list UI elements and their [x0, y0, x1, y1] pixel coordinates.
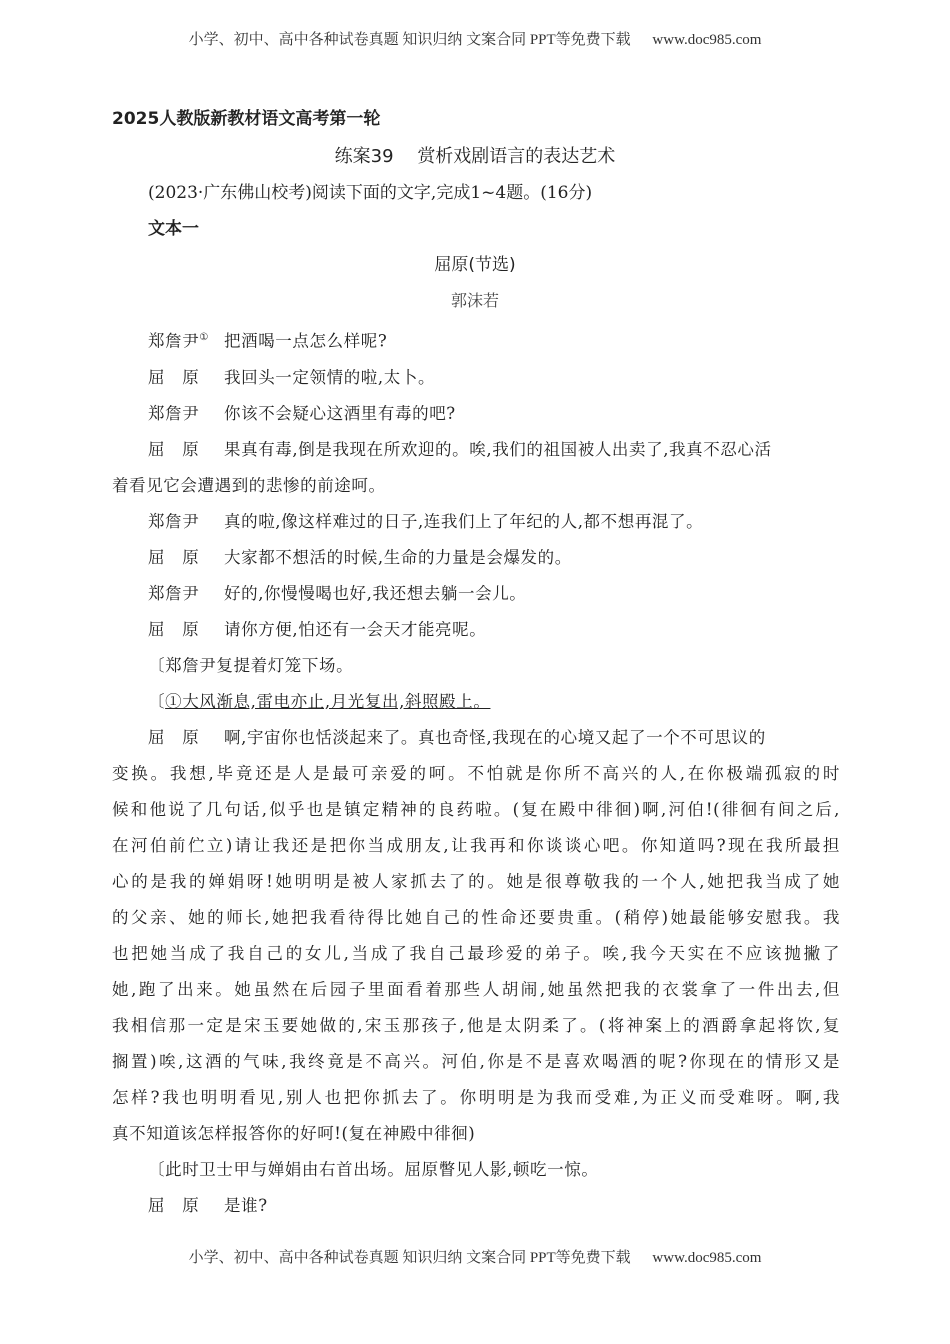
dialogue-line	[112, 360, 840, 396]
dialogue-text: 啊,宇宙你也恬淡起来了。真也奇怪,我现在的心境又起了一个不可思议的	[224, 727, 766, 747]
dialogue-text: 把酒喝一点怎么样呢?	[224, 331, 388, 351]
speaker-qu: 屈 原	[148, 1195, 200, 1215]
section-label: 文本一	[148, 219, 199, 239]
play-text	[112, 320, 840, 1224]
dialogue-line	[112, 1188, 840, 1224]
dialogue-continuation: 着看见它会遭遇到的悲惨的前途呵。	[112, 475, 386, 495]
dialogue-line	[112, 504, 840, 540]
dialogue-text: 是谁?	[224, 1195, 268, 1215]
monologue-continuation: 变换。我想,毕竟还是人是最可亲爱的呵。不怕就是你所不高兴的人,在你极端孤寂的时	[112, 763, 840, 783]
speaker-qu: 屈 原	[148, 547, 200, 567]
monologue-continuation: 搁置)唉,这酒的气味,我终竟是不高兴。河伯,你是不是喜欢喝酒的呢?你现在的情形又是	[112, 1051, 840, 1071]
stage-direction: 〔此时卫士甲与婵娟由右首出场。屈原瞥见人影,顿吃一惊。	[148, 1159, 599, 1179]
dialogue-line	[112, 396, 840, 432]
series-title: 2025人教版新教材语文高考第一轮	[112, 109, 381, 129]
lesson-number: 练案39	[334, 146, 394, 167]
monologue-continuation: 她,跑了出来。她虽然在后园子里面看着那些人胡闹,她虽然把我的衣裳拿了一件出去,但	[112, 979, 840, 999]
lesson-title: 赏析戏剧语言的表达艺术	[417, 146, 616, 167]
play-author: 郭沫若	[450, 291, 499, 310]
speaker-qu: 屈 原	[148, 727, 200, 747]
speaker-zheng: 郑詹尹	[148, 403, 200, 423]
underlined-stage-direction: ①大风渐息,雷电亦止,月光复出,斜照殿上。	[165, 691, 491, 711]
speaker-qu: 屈 原	[148, 439, 200, 459]
stage-direction: 〔①大风渐息,雷电亦止,月光复出,斜照殿上。	[148, 691, 491, 711]
dialogue-text: 果真有毒,倒是我现在所欢迎的。唉,我们的祖国被人出卖了,我真不忍心活	[224, 439, 772, 459]
dialogue-text: 你该不会疑心这酒里有毒的吧?	[224, 403, 456, 423]
dialogue-text: 大家都不想活的时候,生命的力量是会爆发的。	[224, 547, 572, 567]
footer-text: 小学、初中、高中各种试卷真题 知识归纳 文案合同 PPT等免费下载	[188, 1250, 631, 1266]
question-intro: (2023·广东佛山校考)阅读下面的文字,完成1~4题。(16分)	[148, 183, 593, 203]
dialogue-line	[112, 612, 840, 648]
dialogue-line	[112, 320, 840, 360]
dialogue-line	[112, 540, 840, 576]
stage-direction: 〔郑詹尹复提着灯笼下场。	[148, 655, 354, 675]
monologue-continuation: 也把她当成了我自己的女儿,当成了我自己最珍爱的弟子。唉,我今天实在不应该抛撇了	[112, 943, 840, 963]
speaker-qu: 屈 原	[148, 619, 200, 639]
speaker-qu: 屈 原	[148, 367, 200, 387]
header-text: 小学、初中、高中各种试卷真题 知识归纳 文案合同 PPT等免费下载	[188, 32, 631, 48]
monologue-continuation: 我相信那一定是宋玉要她做的,宋玉那孩子,他是太阴柔了。(将神案上的酒爵拿起将饮,复	[112, 1015, 840, 1035]
footer-site-link[interactable]: www.doc985.com	[652, 1250, 762, 1266]
header-site-link[interactable]: www.doc985.com	[652, 32, 762, 48]
monologue-continuation: 真不知道该怎样报答你的好呵!(复在神殿中徘徊)	[112, 1123, 476, 1143]
speaker-zheng: 郑詹尹①	[148, 331, 209, 351]
page-header	[0, 28, 950, 49]
dialogue-line	[112, 432, 840, 468]
dialogue-line	[112, 576, 840, 612]
speaker-zheng: 郑詹尹	[148, 511, 200, 531]
speaker-zheng: 郑詹尹	[148, 583, 200, 603]
monologue-continuation: 心的是我的婵娟呀!她明明是被人家抓去了的。她是很尊敬我的一个人,她把我当成了她	[112, 871, 840, 891]
dialogue-text: 好的,你慢慢喝也好,我还想去躺一会儿。	[224, 583, 527, 603]
dialogue-text: 真的啦,像这样难过的日子,连我们上了年纪的人,都不想再混了。	[224, 511, 704, 531]
dialogue-text: 我回头一定领情的啦,太卜。	[224, 367, 436, 387]
lesson-heading	[0, 142, 950, 168]
monologue-continuation: 的父亲、她的师长,她把我看待得比她自己的性命还要贵重。(稍停)她最能够安慰我。我	[112, 907, 840, 927]
monologue-line	[112, 720, 840, 756]
play-title: 屈原(节选)	[434, 255, 516, 275]
monologue-continuation: 候和他说了几句话,似乎也是镇定精神的良药啦。(复在殿中徘徊)啊,河伯!(徘徊有间之后,	[112, 799, 840, 819]
monologue-continuation: 在河伯前伫立)请让我还是把你当成朋友,让我再和你谈谈心吧。你知道吗?现在我所最担	[112, 835, 840, 855]
footnote-mark: ①	[199, 332, 209, 343]
monologue-continuation: 怎样?我也明明看见,别人也把你抓去了。你明明是为我而受难,为正义而受难呀。啊,我	[112, 1087, 840, 1107]
page-footer	[0, 1246, 950, 1267]
dialogue-text: 请你方便,怕还有一会天才能亮呢。	[224, 619, 487, 639]
